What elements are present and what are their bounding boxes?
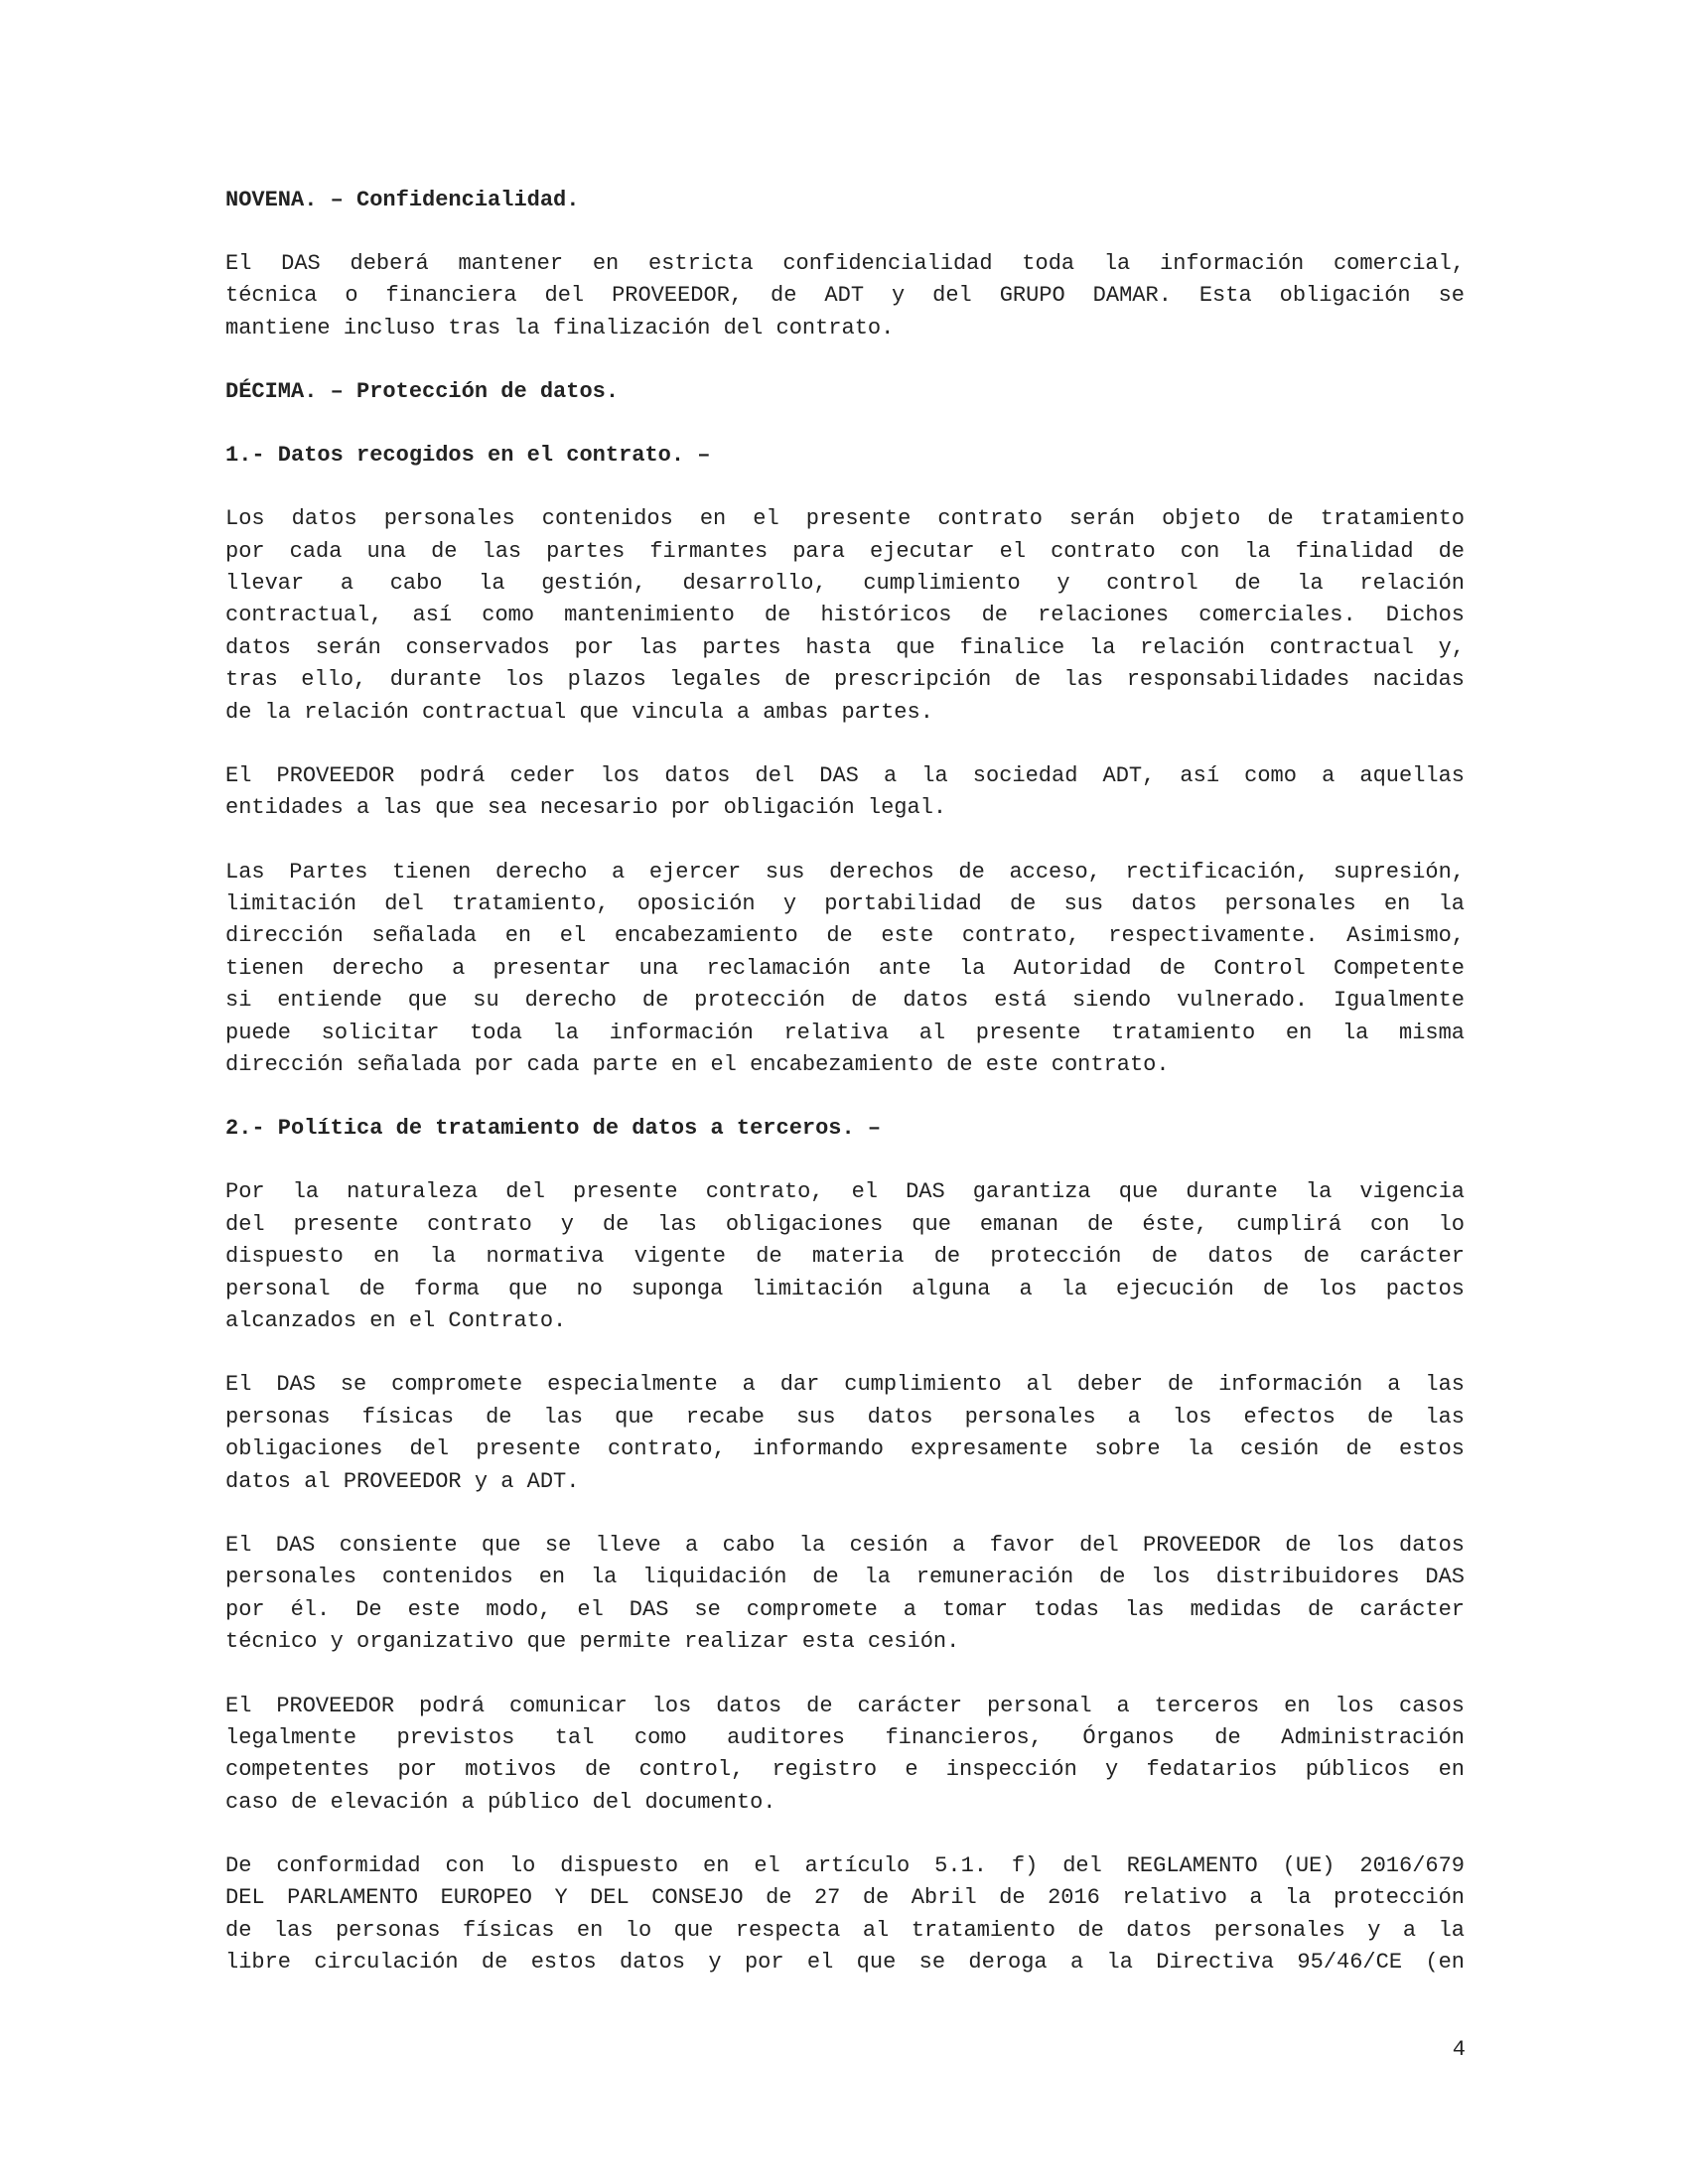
text-line: personal de forma que no suponga limitación alguna a la ejecución de los pactos xyxy=(225,1276,1465,1301)
text-line: puede solicitar toda la información relativa al presente tratamiento en la misma xyxy=(225,1020,1465,1045)
heading-datos-recogidos: 1.- Datos recogidos en el contrato. – xyxy=(225,443,711,469)
paragraph-terceros-1 xyxy=(225,1176,1465,1337)
text-line: técnica o financiera del PROVEEDOR, de ADT y del GRUPO DAMAR. Esta obligación se xyxy=(225,283,1465,309)
text-line: Por la naturaleza del presente contrato, el DAS garantiza que durante la vigencia xyxy=(225,1179,1465,1205)
text-line: caso de elevación a público del documento. xyxy=(225,1789,776,1815)
text-line: datos al PROVEEDOR y a ADT. xyxy=(225,1468,580,1494)
text-line: Los datos personales contenidos en el presente contrato serán objeto de tratamiento xyxy=(225,506,1465,532)
text-line: tienen derecho a presentar una reclamación ante la Autoridad de Control Competente xyxy=(225,955,1465,981)
text-line: entidades a las que sea necesario por obligación legal. xyxy=(225,795,947,821)
text-line: de la relación contractual que vincula a ambas partes. xyxy=(225,699,933,725)
text-line: legalmente previstos tal como auditores financieros, Órganos de Administración xyxy=(225,1724,1465,1750)
paragraph-terceros-2 xyxy=(225,1369,1465,1498)
text-line: de las personas físicas en lo que respecta al tratamiento de datos personales y a la xyxy=(225,1917,1465,1943)
text-line: El DAS se compromete especialmente a dar cumplimiento al deber de información a las xyxy=(225,1372,1465,1398)
text-line: DEL PARLAMENTO EUROPEO Y DEL CONSEJO de 27 de Abril de 2016 relativo a la protección xyxy=(225,1885,1465,1911)
document-page xyxy=(225,185,1465,2011)
text-line: alcanzados en el Contrato. xyxy=(225,1307,567,1333)
text-line: limitación del tratamiento, oposición y portabilidad de sus datos personales en la xyxy=(225,891,1465,917)
text-line: del presente contrato y de las obligaciones que emanan de éste, cumplirá con lo xyxy=(225,1211,1465,1237)
text-line: por cada una de las partes firmantes para ejecutar el contrato con la finalidad de xyxy=(225,538,1465,564)
text-line: personas físicas de las que recabe sus datos personales a los efectos de las xyxy=(225,1404,1465,1430)
text-line: dirección señalada por cada parte en el encabezamiento de este contrato. xyxy=(225,1052,1170,1078)
text-line: De conformidad con lo dispuesto en el artículo 5.1. f) del REGLAMENTO (UE) 2016/679 xyxy=(225,1853,1465,1879)
text-line: obligaciones del presente contrato, informando expresamente sobre la cesión de estos xyxy=(225,1436,1465,1462)
heading-novena: NOVENA. – Confidencialidad. xyxy=(225,188,580,212)
text-line: El DAS consiente que se lleve a cabo la cesión a favor del PROVEEDOR de los datos xyxy=(225,1532,1465,1558)
text-line: mantiene incluso tras la finalización del contrato. xyxy=(225,315,895,341)
paragraph-novena xyxy=(225,248,1465,344)
page-number: 4 xyxy=(1452,2037,1466,2062)
text-line: tras ello, durante los plazos legales de prescripción de las responsabilidades nacidas xyxy=(225,667,1465,693)
text-line: personales contenidos en la liquidación de la remuneración de los distribuidores DAS xyxy=(225,1565,1465,1590)
text-line: competentes por motivos de control, registro e inspección y fedatarios públicos en xyxy=(225,1757,1465,1783)
heading-decima: DÉCIMA. – Protección de datos. xyxy=(225,379,620,405)
text-line: El DAS deberá mantener en estricta confidencialidad toda la información comercial, xyxy=(225,251,1465,276)
paragraph-terceros-4 xyxy=(225,1691,1465,1820)
text-line: por él. De este modo, el DAS se compromete a tomar todas las medidas de carácter xyxy=(225,1596,1465,1622)
text-line: libre circulación de estos datos y por el que se deroga a la Directiva 95/46/CE (en xyxy=(225,1950,1465,1976)
text-line: datos serán conservados por las partes hasta que finalice la relación contractual y, xyxy=(225,634,1465,660)
text-line: dirección señalada en el encabezamiento de este contrato, respectivamente. Asimismo, xyxy=(225,923,1465,949)
paragraph-terceros-3 xyxy=(225,1530,1465,1659)
text-line: llevar a cabo la gestión, desarrollo, cumplimiento y control de la relación xyxy=(225,570,1465,596)
text-line: Las Partes tienen derecho a ejercer sus derechos de acceso, rectificación, supresión, xyxy=(225,859,1465,885)
paragraph-datos-2 xyxy=(225,760,1465,825)
text-line: si entiende que su derecho de protección de datos está siendo vulnerado. Igualmente xyxy=(225,988,1465,1014)
text-line: contractual, así como mantenimiento de históricos de relaciones comerciales. Dichos xyxy=(225,603,1465,628)
text-line: El PROVEEDOR podrá comunicar los datos de carácter personal a terceros en los casos xyxy=(225,1693,1465,1718)
text-line: El PROVEEDOR podrá ceder los datos del DAS a la sociedad ADT, así como a aquellas xyxy=(225,762,1465,788)
text-line: técnico y organizativo que permite realizar esta cesión. xyxy=(225,1629,960,1655)
heading-politica-terceros: 2.- Política de tratamiento de datos a terceros. – xyxy=(225,1116,882,1142)
paragraph-terceros-5 xyxy=(225,1850,1465,1979)
text-line: dispuesto en la normativa vigente de materia de protección de datos de carácter xyxy=(225,1244,1465,1270)
paragraph-datos-1 xyxy=(225,503,1465,729)
paragraph-datos-3 xyxy=(225,857,1465,1082)
